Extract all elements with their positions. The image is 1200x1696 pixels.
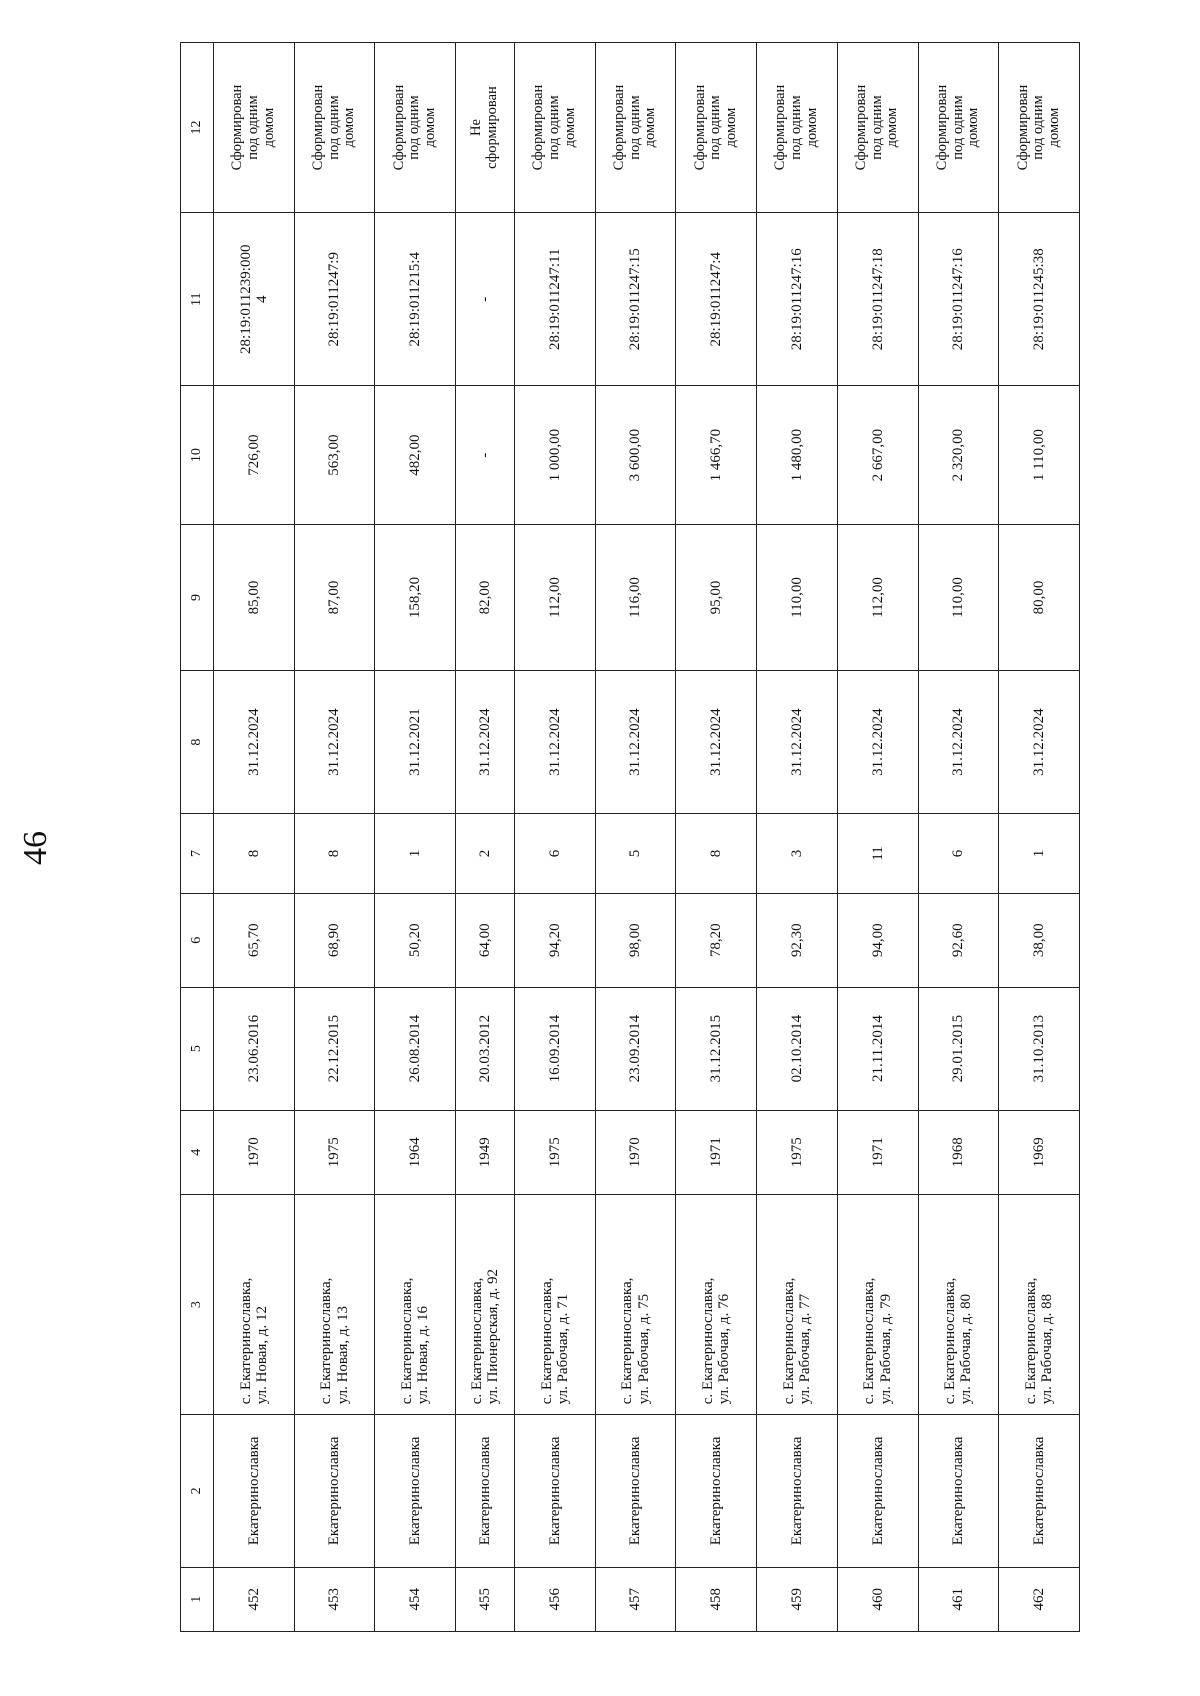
status-line: сформирован: [484, 86, 501, 169]
settlement-cell: Екатеринославка: [595, 1415, 676, 1567]
address-cell: [514, 1194, 595, 1414]
status-cell: [999, 43, 1080, 213]
cadastral-cell: [757, 213, 838, 386]
value-cell-9: 116,00: [595, 524, 676, 670]
settlement-cell: Екатеринославка: [757, 1415, 838, 1567]
table-row: [757, 43, 838, 1632]
value-cell-9: 95,00: [676, 524, 757, 670]
cadastral-line: 4: [253, 295, 270, 303]
year-cell: 1971: [837, 1110, 918, 1194]
settlement-cell: Екатеринославка: [294, 1415, 375, 1567]
row-number: 457: [595, 1567, 676, 1631]
column-number: 12: [181, 43, 214, 213]
column-number: 5: [181, 987, 214, 1110]
deadline-cell: 31.12.2024: [214, 671, 295, 814]
row-number: 460: [837, 1567, 918, 1631]
address-line: ул. Рабочая, д. 76: [716, 1293, 733, 1405]
status-line: Не: [468, 119, 485, 136]
cadastral-line: 28:19:011247:18: [869, 248, 886, 351]
status-line: Сформирован: [933, 84, 950, 171]
cadastral-cell: [375, 213, 456, 386]
column-number-row: [181, 43, 214, 1632]
settlement-cell: Екатеринославка: [999, 1415, 1080, 1567]
address-line: с. Екатеринославка,: [700, 1277, 717, 1405]
residents-cell: 2: [456, 814, 515, 894]
status-line: под одним: [245, 95, 262, 160]
value-cell-9: 87,00: [294, 524, 375, 670]
status-line: домом: [965, 107, 982, 148]
status-line: домом: [803, 107, 820, 148]
value-cell-10: 3 600,00: [595, 386, 676, 524]
column-number: 1: [181, 1567, 214, 1631]
status-line: домом: [642, 107, 659, 148]
settlement-cell: Екатеринославка: [375, 1415, 456, 1567]
status-line: под одним: [1030, 95, 1047, 160]
address-cell: [918, 1194, 999, 1414]
status-line: домом: [260, 107, 277, 148]
residents-cell: 3: [757, 814, 838, 894]
address-cell: [999, 1194, 1080, 1414]
date-cell: 02.10.2014: [757, 987, 838, 1110]
cadastral-line: 28:19:011247:15: [627, 248, 644, 351]
status-cell: [676, 43, 757, 213]
status-line: домом: [341, 107, 358, 148]
address-cell: [456, 1194, 515, 1414]
deadline-cell: 31.12.2024: [918, 671, 999, 814]
settlement-cell: Екатеринославка: [456, 1415, 515, 1567]
cadastral-line: 28:19:011247:11: [546, 248, 563, 350]
address-cell: [676, 1194, 757, 1414]
year-cell: 1964: [375, 1110, 456, 1194]
status-line: Сформирован: [772, 84, 789, 171]
housing-register-table: [180, 42, 1080, 1632]
cadastral-cell: [456, 213, 515, 386]
cadastral-cell: [595, 213, 676, 386]
value-cell-9: 112,00: [514, 524, 595, 670]
column-number: 10: [181, 386, 214, 524]
address-cell: [214, 1194, 295, 1414]
settlement-cell: Екатеринославка: [514, 1415, 595, 1567]
cadastral-line: 28:19:011247:16: [788, 248, 805, 351]
deadline-cell: 31.12.2024: [294, 671, 375, 814]
year-cell: 1969: [999, 1110, 1080, 1194]
address-line: с. Екатеринославка,: [619, 1277, 636, 1405]
area-cell: 92,30: [757, 893, 838, 987]
address-line: ул. Новая, д. 16: [415, 1306, 432, 1405]
deadline-cell: 31.12.2024: [837, 671, 918, 814]
date-cell: 31.10.2013: [999, 987, 1080, 1110]
table-row: [456, 43, 515, 1632]
year-cell: 1975: [294, 1110, 375, 1194]
table-row: [294, 43, 375, 1632]
cadastral-line: 28:19:011215:4: [407, 252, 424, 347]
cadastral-line: 28:19:011247:9: [326, 252, 343, 347]
value-cell-10: -: [456, 386, 515, 524]
value-cell-10: 1 480,00: [757, 386, 838, 524]
status-line: Сформирован: [1014, 84, 1031, 171]
value-cell-10: 1 466,70: [676, 386, 757, 524]
status-line: под одним: [949, 95, 966, 160]
status-line: Сформирован: [530, 84, 547, 171]
status-line: домом: [561, 107, 578, 148]
address-cell: [375, 1194, 456, 1414]
cadastral-cell: [837, 213, 918, 386]
page-number: 46: [17, 831, 54, 865]
status-line: домом: [422, 107, 439, 148]
address-line: с. Екатеринославка,: [942, 1277, 959, 1405]
residents-cell: 8: [676, 814, 757, 894]
address-line: с. Екатеринославка,: [780, 1277, 797, 1405]
value-cell-9: 112,00: [837, 524, 918, 670]
status-line: Сформирован: [390, 84, 407, 171]
row-number: 455: [456, 1567, 515, 1631]
residents-cell: 1: [375, 814, 456, 894]
value-cell-9: 85,00: [214, 524, 295, 670]
value-cell-9: 110,00: [918, 524, 999, 670]
date-cell: 20.03.2012: [456, 987, 515, 1110]
row-number: 462: [999, 1567, 1080, 1631]
row-number: 456: [514, 1567, 595, 1631]
column-number: 6: [181, 893, 214, 987]
status-line: домом: [1045, 107, 1062, 148]
column-number: 3: [181, 1194, 214, 1414]
date-cell: 23.09.2014: [595, 987, 676, 1110]
cadastral-cell: [514, 213, 595, 386]
value-cell-10: 482,00: [375, 386, 456, 524]
status-line: под одним: [325, 95, 342, 160]
status-cell: [837, 43, 918, 213]
row-number: 452: [214, 1567, 295, 1631]
residents-cell: 5: [595, 814, 676, 894]
deadline-cell: 31.12.2024: [456, 671, 515, 814]
row-number: 454: [375, 1567, 456, 1631]
value-cell-9: 158,20: [375, 524, 456, 670]
date-cell: 21.11.2014: [837, 987, 918, 1110]
residents-cell: 6: [514, 814, 595, 894]
settlement-cell: Екатеринославка: [214, 1415, 295, 1567]
row-number: 459: [757, 1567, 838, 1631]
area-cell: 68,90: [294, 893, 375, 987]
status-cell: [514, 43, 595, 213]
status-line: под одним: [788, 95, 805, 160]
status-cell: [757, 43, 838, 213]
row-number: 453: [294, 1567, 375, 1631]
address-line: ул. Новая, д. 12: [253, 1306, 270, 1405]
cadastral-line: 28:19:011247:4: [708, 252, 725, 347]
year-cell: 1975: [757, 1110, 838, 1194]
status-line: Сформирован: [310, 84, 327, 171]
value-cell-10: 563,00: [294, 386, 375, 524]
address-cell: [757, 1194, 838, 1414]
cadastral-line: -: [476, 296, 493, 302]
address-line: с. Екатеринославка,: [538, 1277, 555, 1405]
column-number: 11: [181, 213, 214, 386]
year-cell: 1968: [918, 1110, 999, 1194]
date-cell: 26.08.2014: [375, 987, 456, 1110]
year-cell: 1970: [214, 1110, 295, 1194]
cadastral-line: 28:19:011247:16: [950, 248, 967, 351]
column-number: 4: [181, 1110, 214, 1194]
cadastral-cell: [999, 213, 1080, 386]
cadastral-line: 28:19:011239:000: [237, 244, 254, 354]
status-cell: [456, 43, 515, 213]
settlement-cell: Екатеринославка: [676, 1415, 757, 1567]
address-line: с. Екатеринославка,: [861, 1277, 878, 1405]
date-cell: 23.06.2016: [214, 987, 295, 1110]
area-cell: 38,00: [999, 893, 1080, 987]
address-line: с. Екатеринославка,: [237, 1277, 254, 1405]
status-line: Сформирован: [229, 84, 246, 171]
table-body: [181, 43, 1080, 1632]
address-line: с. Екатеринославка,: [1022, 1277, 1039, 1405]
area-cell: 92,60: [918, 893, 999, 987]
date-cell: 16.09.2014: [514, 987, 595, 1110]
status-line: домом: [884, 107, 901, 148]
row-number: 458: [676, 1567, 757, 1631]
address-line: с. Екатеринославка,: [318, 1277, 335, 1405]
residents-cell: 11: [837, 814, 918, 894]
settlement-cell: Екатеринославка: [837, 1415, 918, 1567]
area-cell: 94,00: [837, 893, 918, 987]
year-cell: 1970: [595, 1110, 676, 1194]
status-line: под одним: [707, 95, 724, 160]
value-cell-10: 2 320,00: [918, 386, 999, 524]
residents-cell: 8: [214, 814, 295, 894]
area-cell: 50,20: [375, 893, 456, 987]
status-line: Сформирован: [611, 84, 628, 171]
address-line: ул. Рабочая, д. 88: [1039, 1293, 1056, 1405]
address-line: ул. Рабочая, д. 75: [635, 1293, 652, 1405]
status-line: под одним: [546, 95, 562, 160]
address-line: ул. Рабочая, д. 80: [958, 1293, 975, 1405]
column-number: 9: [181, 524, 214, 670]
status-cell: [595, 43, 676, 213]
status-line: Сформирован: [691, 84, 708, 171]
address-line: ул. Рабочая, д. 79: [877, 1293, 894, 1405]
residents-cell: 1: [999, 814, 1080, 894]
residents-cell: 8: [294, 814, 375, 894]
address-cell: [837, 1194, 918, 1414]
address-line: ул. Новая, д. 13: [334, 1306, 351, 1405]
value-cell-9: 110,00: [757, 524, 838, 670]
cadastral-line: 28:19:011245:38: [1031, 248, 1047, 351]
status-line: под одним: [406, 95, 423, 160]
status-cell: [918, 43, 999, 213]
status-cell: [294, 43, 375, 213]
date-cell: 22.12.2015: [294, 987, 375, 1110]
residents-cell: 6: [918, 814, 999, 894]
cadastral-cell: [214, 213, 295, 386]
value-cell-10: 2 667,00: [837, 386, 918, 524]
deadline-cell: 31.12.2024: [595, 671, 676, 814]
date-cell: 29.01.2015: [918, 987, 999, 1110]
area-cell: 65,70: [214, 893, 295, 987]
table-row: [837, 43, 918, 1632]
status-line: под одним: [626, 95, 643, 160]
deadline-cell: 31.12.2024: [514, 671, 595, 814]
value-cell-9: 80,00: [999, 524, 1080, 670]
address-line: с. Екатеринославка,: [399, 1277, 416, 1405]
address-line: ул. Пионерская, д. 92: [485, 1268, 502, 1405]
year-cell: 1971: [676, 1110, 757, 1194]
deadline-cell: 31.12.2024: [676, 671, 757, 814]
table-row: [918, 43, 999, 1632]
table-row: [514, 43, 595, 1632]
deadline-cell: 31.12.2024: [999, 671, 1080, 814]
table-row: [676, 43, 757, 1632]
status-line: под одним: [868, 95, 885, 160]
cadastral-cell: [294, 213, 375, 386]
column-number: 2: [181, 1415, 214, 1567]
address-cell: [294, 1194, 375, 1414]
area-cell: 64,00: [456, 893, 515, 987]
value-cell-10: 726,00: [214, 386, 295, 524]
status-line: домом: [723, 107, 740, 148]
address-line: ул. Рабочая, д. 71: [554, 1293, 571, 1405]
status-cell: [214, 43, 295, 213]
table-row: [595, 43, 676, 1632]
year-cell: 1975: [514, 1110, 595, 1194]
value-cell-10: 1 110,00: [999, 386, 1080, 524]
address-line: с. Екатеринославка,: [468, 1277, 485, 1405]
value-cell-9: 82,00: [456, 524, 515, 670]
row-number: 461: [918, 1567, 999, 1631]
year-cell: 1949: [456, 1110, 515, 1194]
table-row: [375, 43, 456, 1632]
column-number: 8: [181, 671, 214, 814]
area-cell: 98,00: [595, 893, 676, 987]
table-row: [999, 43, 1080, 1632]
cadastral-cell: [918, 213, 999, 386]
address-cell: [595, 1194, 676, 1414]
column-number: 7: [181, 814, 214, 894]
date-cell: 31.12.2015: [676, 987, 757, 1110]
area-cell: 94,20: [514, 893, 595, 987]
deadline-cell: 31.12.2021: [375, 671, 456, 814]
status-cell: [375, 43, 456, 213]
rotated-table-wrapper: [180, 42, 1080, 1632]
address-line: ул. Рабочая, д. 77: [796, 1293, 813, 1405]
deadline-cell: 31.12.2024: [757, 671, 838, 814]
status-line: Сформирован: [853, 84, 870, 171]
settlement-cell: Екатеринославка: [918, 1415, 999, 1567]
table-row: [214, 43, 295, 1632]
cadastral-cell: [676, 213, 757, 386]
value-cell-10: 1 000,00: [514, 386, 595, 524]
area-cell: 78,20: [676, 893, 757, 987]
